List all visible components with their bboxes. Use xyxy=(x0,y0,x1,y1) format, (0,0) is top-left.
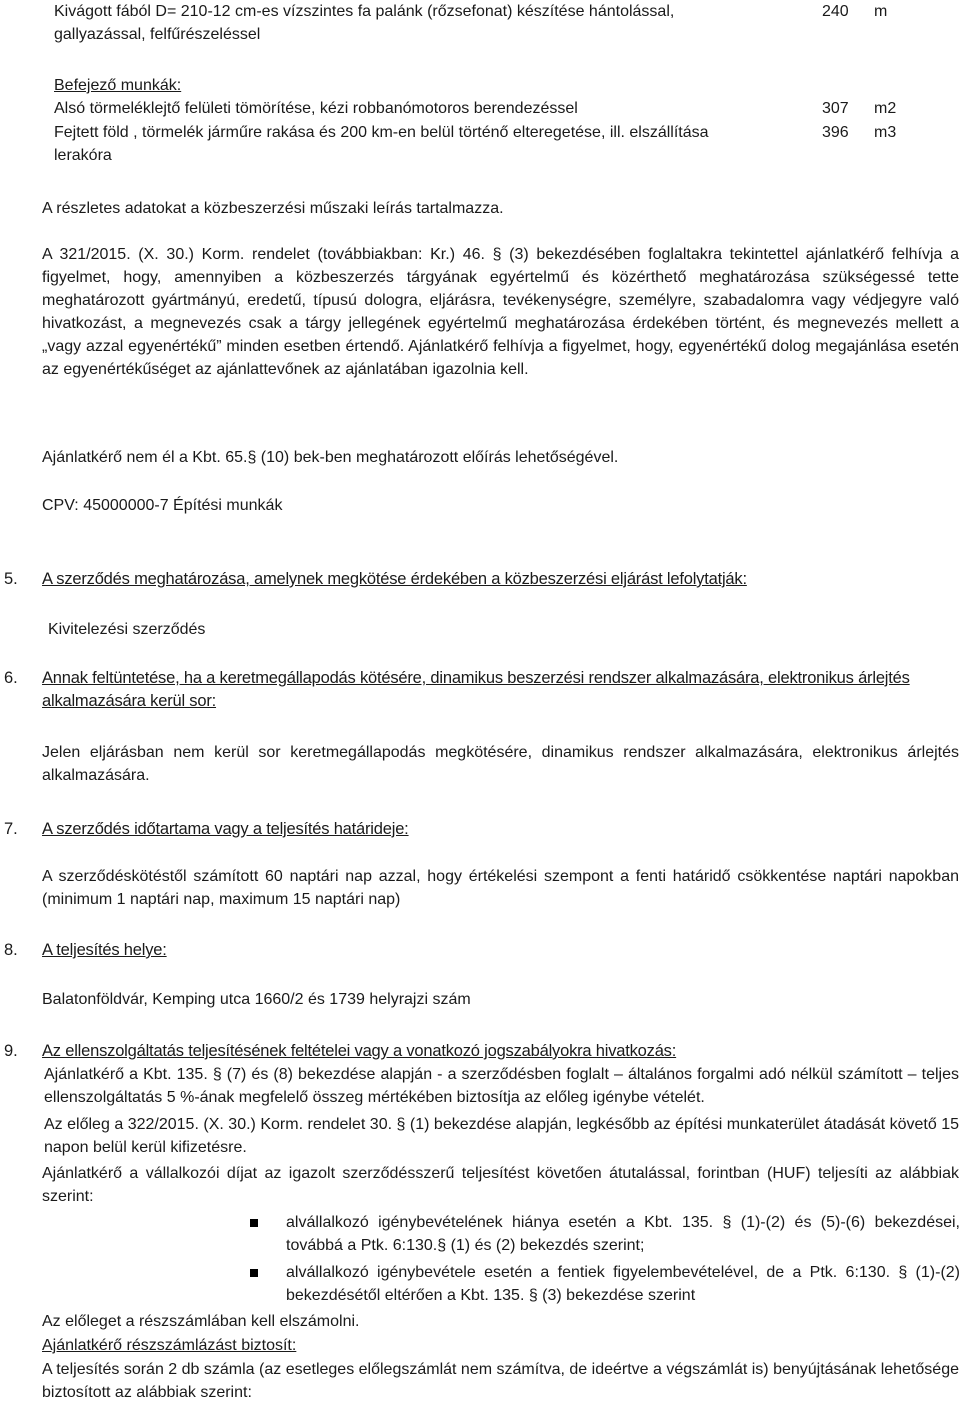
payment-bullet-item xyxy=(250,1211,960,1259)
kbt-note: Ajánlatkérő nem él a Kbt. 65.§ (10) bek-ben meghatározott előírás lehetőségével. xyxy=(42,449,619,466)
section-title: A szerződés időtartama vagy a teljesítés határideje: xyxy=(42,820,409,838)
work-item-unit: m2 xyxy=(874,100,897,117)
work-item-description: Alsó törmeléklejtő felületi tömörítése, kézi robbanómotoros berendezéssel xyxy=(54,100,578,117)
section-9-advance-payment-paragraph: Az előleg a 322/2015. (X. 30.) Korm. rendelet 30. § (1) bekezdése alapján, legkésőbb az építési munkaterület átadását követő 15 napon belül kerül kifizetésre. xyxy=(44,1116,959,1156)
work-item-quantity: 396 xyxy=(822,124,849,141)
regulation-paragraph: A 321/2015. (X. 30.) Korm. rendelet (továbbiakban: Kr.) 46. § (3) bekezdésében foglaltakra tekintettel ajánlatkérő felhívja a figyelmet, hogy, amennyiben a közbeszerzés tárgyának egyértelmű és közérthető meghatározása szükségessé tette meghatározott gyártmányú, eredetű, típusú dologra, eljárásra, tevékenységre, személyre, szabadalomra vagy védjegyre való hivatkozást, a megnevezés csak a tárgy jellegének egyértelmű meghatározása érdekében történt, és megnevezés mellett a „vagy azzal egyenértékű” minden esetben értendő. Ajánlatkérő felhívja a figyelmet, hogy, egyenértékű dolog megajánlása esetén az egyenértékűséget az ajánlattevőnek az ajánlatában igazolnia kell. xyxy=(42,246,959,378)
bullet-text: alvállalkozó igénybevétele esetén a fentiek figyelembevételével, de a Ptk. 6:130. § (1)-(2) bekezdésétől eltérően a Kbt. 135. § (3) bekezdése szerint xyxy=(286,1264,960,1304)
section-number: 5. xyxy=(4,570,18,588)
work-item-unit: m3 xyxy=(874,124,897,141)
section-title: A szerződés meghatározása, amelynek megkötése érdekében a közbeszerzési eljárást lefolytatják: xyxy=(42,570,747,588)
details-note: A részletes adatokat a közbeszerzési műszaki leírás tartalmazza. xyxy=(42,200,504,217)
section-9-payment-paragraph: Ajánlatkérő a vállalkozói díjat az igazolt szerződésszerű teljesítést követően átutalással, forintban (HUF) teljesíti az alábbiak szerint: xyxy=(42,1165,959,1205)
section-title: Annak feltüntetése, ha a keretmegállapodás kötésére, dinamikus beszerzési rendszer alkalmazására, elektronikus árlejtés alkalmazására kerül sor: xyxy=(42,669,910,710)
advance-settlement-note: Az előleget a részszámlában kell elszámolni. xyxy=(42,1313,360,1330)
section-7-heading xyxy=(4,818,959,842)
section-title: Az ellenszolgáltatás teljesítésének feltételei vagy a vonatkozó jogszabályokra hivatkozás: xyxy=(42,1042,677,1060)
work-item-description: Kivágott fából D= 210-12 cm-es vízszintes fa palánk (rőzsefonat) készítése hántolással, gallyazással, felfűrészeléssel xyxy=(54,3,675,43)
bullet-text: alvállalkozó igénybevételének hiánya esetén a Kbt. 135. § (1)-(2) és (5)-(6) bekezdései, továbbá a Ptk. 6:130.§ (1) és (2) bekezdés szerint; xyxy=(286,1214,960,1254)
section-number: 8. xyxy=(4,941,18,959)
work-item-quantity: 307 xyxy=(822,100,849,117)
section-7-body: A szerződéskötéstől számított 60 naptári nap azzal, hogy értékelési szempont a fenti határidő csökkentése naptári napokban (minimum 1 naptári nap, maximum 15 naptári nap) xyxy=(42,868,959,908)
work-item-description: Fejtett föld , törmelék járműre rakása és 200 km-en belül történő elteregetése, ill. elszállítása lerakóra xyxy=(54,124,709,164)
section-8-heading xyxy=(4,939,959,963)
section-6-heading xyxy=(4,667,959,715)
section-9-advance-paragraph: Ajánlatkérő a Kbt. 135. § (7) és (8) bekezdése alapján - a szerződésben foglalt – általános forgalmi adó nélkül számított – teljes ellenszolgáltatás 5 %-ának megfelelő összeg mértékében biztosítja az előleg igénybe vételét. xyxy=(44,1066,959,1106)
section-5-body: Kivitelezési szerződés xyxy=(48,621,206,638)
section-number: 6. xyxy=(4,669,18,687)
section-5-heading xyxy=(4,568,959,592)
square-bullet-icon xyxy=(250,1219,258,1227)
section-6-body: Jelen eljárásban nem kerül sor keretmegállapodás megkötésére, dinamikus rendszer alkalmazására, elektronikus árlejtés alkalmazására. xyxy=(42,744,959,784)
partial-invoice-paragraph: A teljesítés során 2 db számla (az esetleges előlegszámlát nem számítva, de ideértve a végszámlát is) benyújtásának lehetősége biztosított az alábbiak szerint: xyxy=(42,1361,959,1401)
section-number: 9. xyxy=(4,1042,18,1060)
cpv-code: CPV: 45000000-7 Építési munkák xyxy=(42,497,283,514)
section-9-heading xyxy=(4,1040,959,1064)
partial-invoice-subtitle: Ajánlatkérő részszámlázást biztosít: xyxy=(42,1337,297,1354)
section-number: 7. xyxy=(4,820,18,838)
section-8-body: Balatonföldvár, Kemping utca 1660/2 és 1739 helyrajzi szám xyxy=(42,991,471,1008)
work-item-unit: m xyxy=(874,3,888,20)
payment-bullet-item xyxy=(250,1261,960,1309)
square-bullet-icon xyxy=(250,1269,258,1277)
section-title: A teljesítés helye: xyxy=(42,941,167,959)
work-item-quantity: 240 xyxy=(822,3,849,20)
finishing-works-title: Befejező munkák: xyxy=(54,77,182,94)
